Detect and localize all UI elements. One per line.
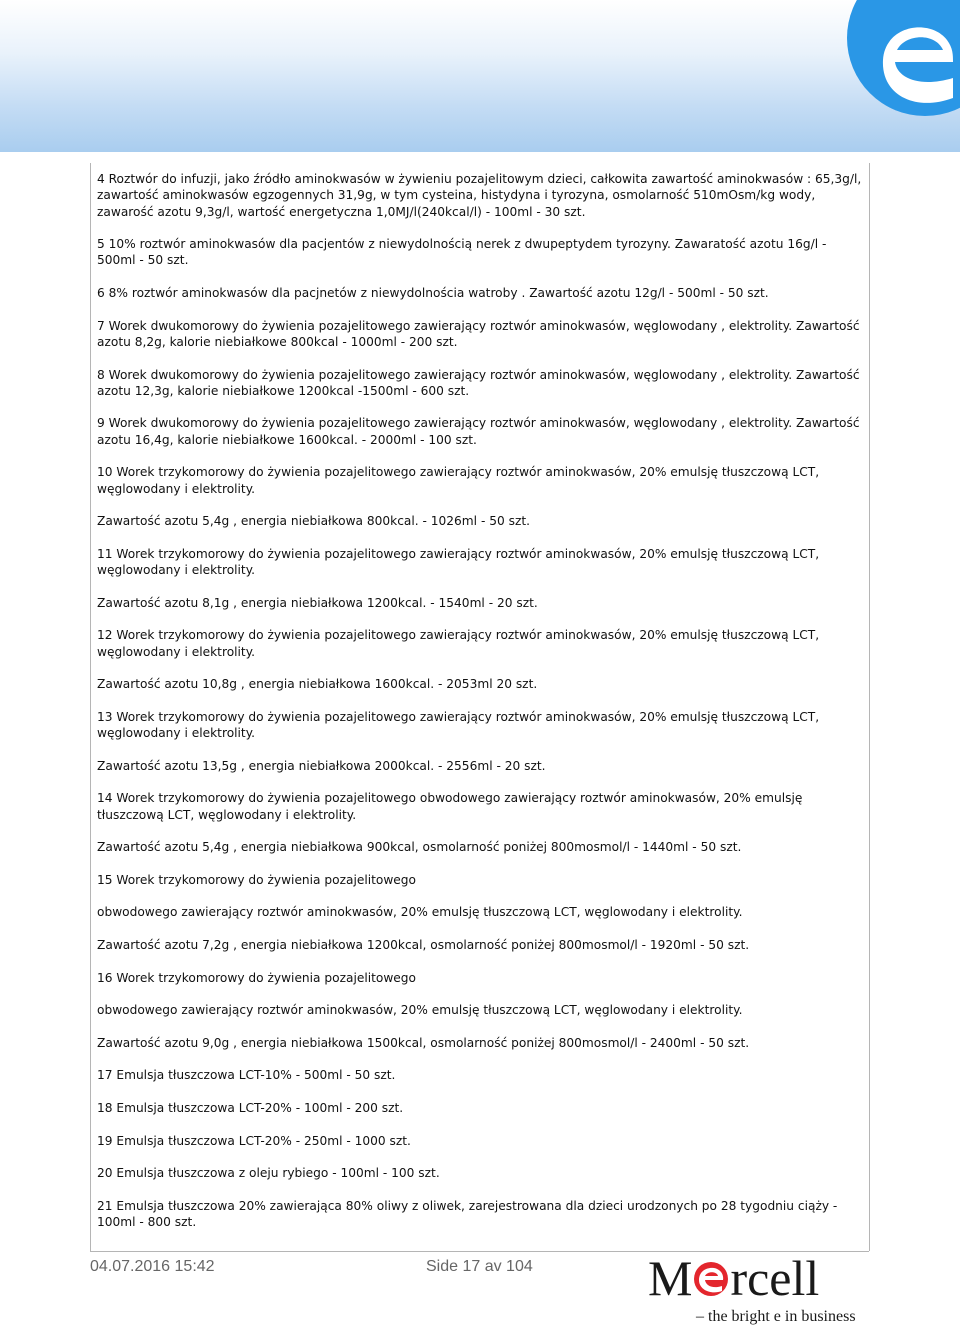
item-7: 7 Worek dwukomorowy do żywienia pozajelitowego zawierający roztwór aminokwasów, węglowodany , elektrolity. Zawartość azotu 8,2g, kalorie niebiałkowe 800kcal - 1000ml - 200 szt.: [97, 318, 860, 349]
brand-tagline: – the bright e in business: [696, 1308, 856, 1325]
item-4: 4 Roztwór do infuzji, jako źródło aminokwasów w żywieniu pozajelitowym dzieci, całkowita zawartość aminokwasów : 65,3g/l, zawartość aminokwasów egzogennych 31,9g, w tym cysteina, histydyna i tyrozyna, osmolarność 510mOsm/kg wody, zawarość azotu 9,3g/l, wartość energetyczna 1,0MJ/l(240kcal/l) - 100ml - 30 szt.: [97, 172, 862, 219]
item-16-cont: obwodowego zawierający roztwór aminokwasów, 20% emulsję tłuszczową LCT, węglowodany i elektrolity.: [97, 1003, 743, 1018]
item-12-detail: Zawartość azotu 10,8g , energia niebiałkowa 1600kcal. - 2053ml 20 szt.: [97, 677, 538, 692]
footer-page-number: Side 17 av 104: [426, 1258, 533, 1275]
item-20: 20 Emulsja tłuszczowa z oleju rybiego - 100ml - 100 szt.: [97, 1166, 440, 1181]
item-11: 11 Worek trzykomorowy do żywienia pozajelitowego zawierający roztwór aminokwasów, 20% emulsję tłuszczową LCT, węglowodany i elektrolity.: [97, 546, 820, 578]
item-8: 8 Worek dwukomorowy do żywienia pozajelitowego zawierający roztwór aminokwasów, węglowodany , elektrolity. Zawartość azotu 12,3g, kalorie niebiałkowe 1200kcal -1500ml - 600 szt.: [97, 367, 860, 398]
item-11-detail: Zawartość azotu 8,1g , energia niebiałkowa 1200kcal. - 1540ml - 20 szt.: [97, 595, 538, 610]
item-16-detail: Zawartość azotu 9,0g , energia niebiałkowa 1500kcal, osmolarność poniżej 800mosmol/l - 2400ml - 50 szt.: [97, 1035, 750, 1050]
item-5: 5 10% roztwór aminokwasów dla pacjentów z niewydolnością nerek z dwupeptydem tyrozyny. Zawaratość azotu 16g/l - 500ml - 50 szt.: [97, 237, 827, 268]
item-12: 12 Worek trzykomorowy do żywienia pozajelitowego zawierający roztwór aminokwasów, 20% emulsję tłuszczową LCT, węglowodany i elektrolity.: [97, 628, 820, 659]
item-18: 18 Emulsja tłuszczowa LCT-20% - 100ml - 200 szt.: [97, 1100, 404, 1115]
item-10: 10 Worek trzykomorowy do żywienia pozajelitowego zawierający roztwór aminokwasów, 20% emulsję tłuszczową LCT, węglowodany i elektrolity.: [97, 465, 820, 496]
brand-e-icon: [693, 1261, 729, 1297]
brand-name-start: M: [648, 1250, 693, 1306]
item-15-detail: Zawartość azotu 7,2g , energia niebiałkowa 1200kcal, osmolarność poniżej 800mosmol/l - 1920ml - 50 szt.: [97, 937, 750, 952]
brand-name: [648, 1252, 819, 1304]
item-16: 16 Worek trzykomorowy do żywienia pozajelitowego: [97, 970, 416, 985]
document-body: [97, 171, 867, 1247]
brand-logo: [640, 1252, 870, 1329]
item-13: 13 Worek trzykomorowy do żywienia pozajelitowego zawierający roztwór aminokwasów, 20% emulsję tłuszczową LCT, węglowodany i elektrolity.: [97, 709, 820, 741]
item-21: 21 Emulsja tłuszczowa 20% zawierająca 80% oliwy z oliwek, zarejestrowana dla dzieci urodzonych po 28 tygodniu ciąży - 100ml - 800 szt.: [97, 1198, 838, 1229]
header-band: [0, 0, 960, 152]
item-19: 19 Emulsja tłuszczowa LCT-20% - 250ml - 1000 szt.: [97, 1133, 411, 1148]
item-10-detail: Zawartość azotu 5,4g , energia niebiałkowa 800kcal. - 1026ml - 50 szt.: [97, 514, 530, 529]
item-14-detail: Zawartość azotu 5,4g , energia niebiałkowa 900kcal, osmolarność poniżej 800mosmol/l - 1440ml - 50 szt.: [97, 840, 742, 855]
merco-e-logo-icon: [835, 0, 960, 125]
brand-name-end: rcell: [730, 1250, 820, 1306]
item-9: 9 Worek dwukomorowy do żywienia pozajelitowego zawierający roztwór aminokwasów, węglowodany , elektrolity. Zawartość azotu 16,4g, kalorie niebiałkowe 1600kcal. - 2000ml - 100 szt.: [97, 416, 860, 447]
item-15: 15 Worek trzykomorowy do żywienia pozajelitowego: [97, 872, 416, 887]
item-13-detail: Zawartość azotu 13,5g , energia niebiałkowa 2000kcal. - 2556ml - 20 szt.: [97, 758, 546, 773]
item-14: 14 Worek trzykomorowy do żywienia pozajelitowego obwodowego zawierający roztwór aminokwasów, 20% emulsję tłuszczową LCT, węglowodany i elektrolity.: [97, 791, 803, 822]
item-15-cont: obwodowego zawierający roztwór aminokwasów, 20% emulsję tłuszczową LCT, węglowodany i elektrolity.: [97, 905, 743, 920]
item-6: 6 8% roztwór aminokwasów dla pacjnetów z niewydolnościa watroby . Zawartość azotu 12g/l - 500ml - 50 szt.: [97, 286, 769, 301]
footer-datetime: 04.07.2016 15:42: [90, 1258, 215, 1275]
item-17: 17 Emulsja tłuszczowa LCT-10% - 500ml - 50 szt.: [97, 1068, 396, 1083]
